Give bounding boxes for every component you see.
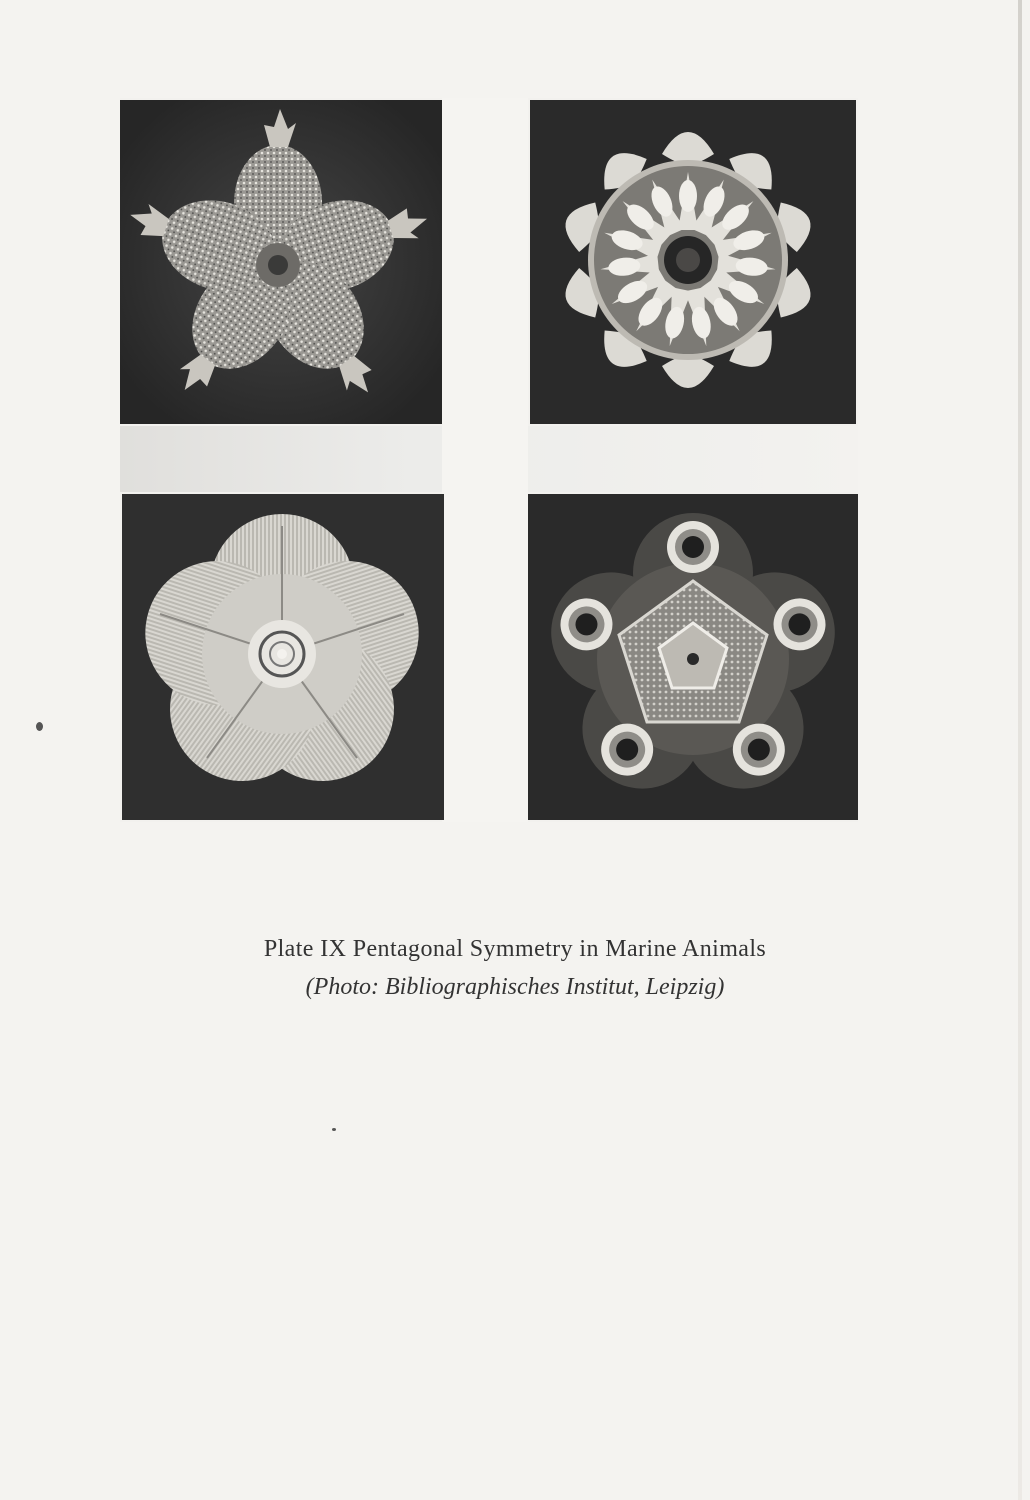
page-edge <box>1018 0 1022 1500</box>
rosette-specimen-illustration <box>530 100 856 424</box>
photo-panel-top-left <box>120 100 442 424</box>
disc-specimen-illustration <box>122 494 444 820</box>
photo-panel-top-right <box>530 100 856 424</box>
plate-caption-title: Plate IX Pentagonal Symmetry in Marine Animals <box>263 936 767 962</box>
plate-vertical-gutter <box>442 98 528 822</box>
photo-panel-bottom-left <box>122 494 444 820</box>
photo-plate <box>120 98 858 822</box>
print-speck <box>36 722 43 731</box>
photo-panel-bottom-right <box>528 494 858 820</box>
print-speck <box>332 1128 336 1131</box>
plate-caption-credit: (Photo: Bibliographisches Institut, Leipzig) <box>305 974 725 1000</box>
spiny-specimen-illustration <box>120 100 442 424</box>
ornate-specimen-illustration <box>528 494 858 820</box>
